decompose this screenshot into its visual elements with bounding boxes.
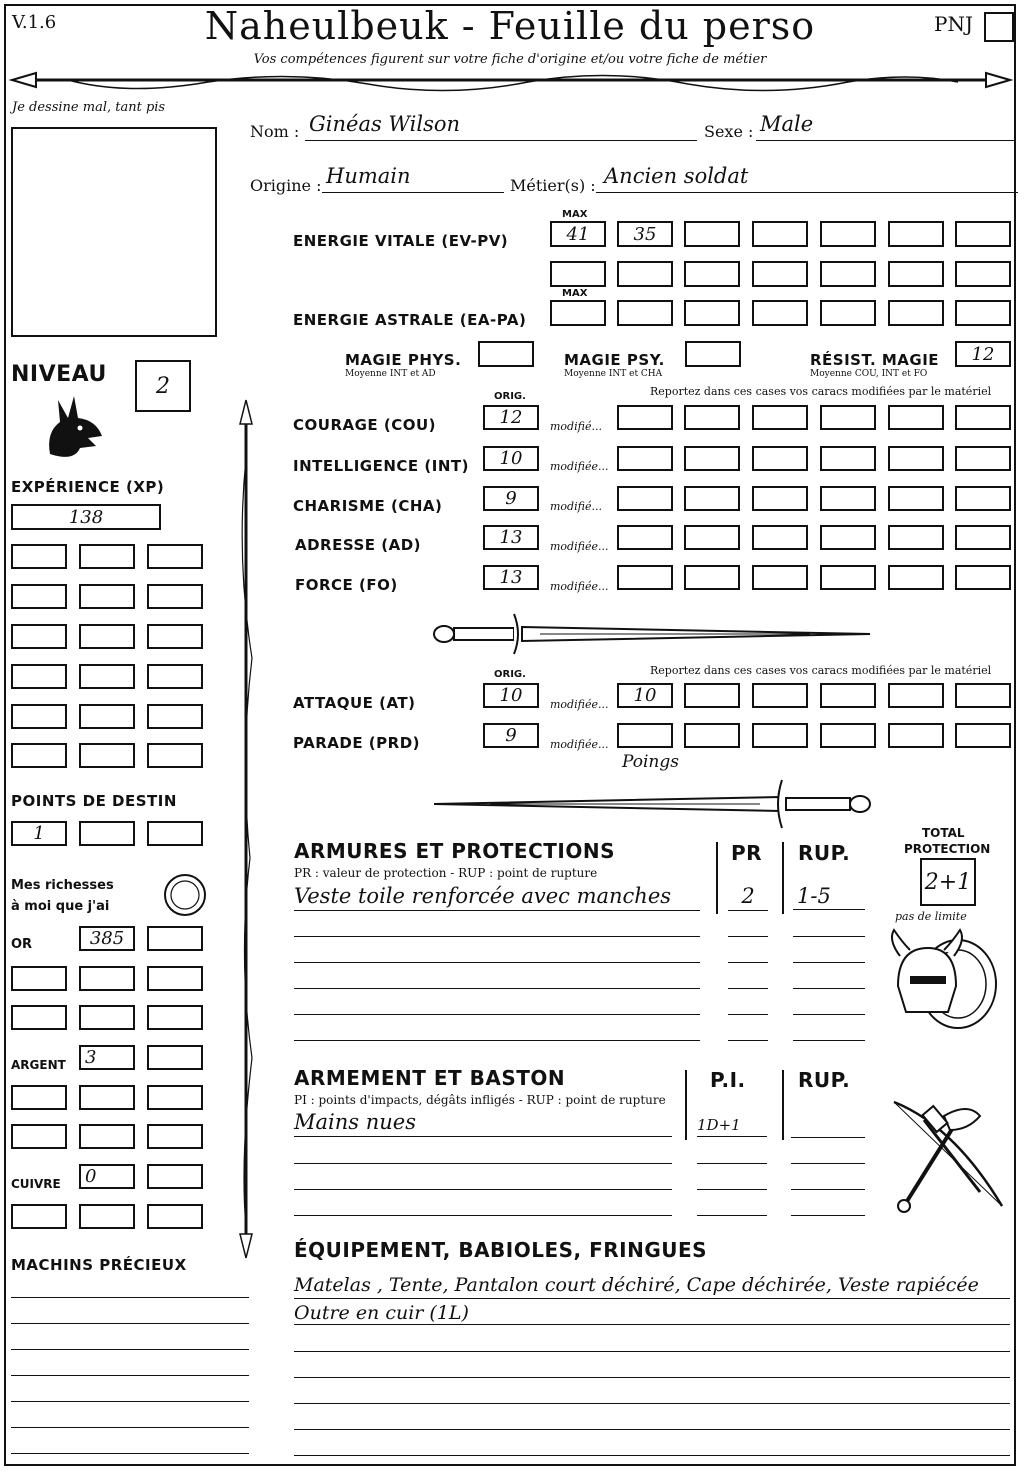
magie-phys-label: MAGIE PHYS. [345, 351, 462, 369]
xp-cell[interactable] [11, 704, 67, 729]
stat-ad-box[interactable]: 13 [483, 525, 539, 550]
stat-int-label: INTELLIGENCE (INT) [293, 457, 469, 475]
stat-cha-label: CHARISME (CHA) [293, 497, 443, 515]
magie-psy-box[interactable] [685, 341, 741, 367]
cuivre-box[interactable]: 0 [79, 1164, 135, 1189]
weapon-row-rup[interactable] [791, 1137, 865, 1138]
destin-box[interactable] [79, 821, 135, 846]
combat-orig-label: ORIG. [494, 669, 526, 680]
armor-line[interactable] [793, 1040, 865, 1041]
attaque-mod-box[interactable] [955, 683, 1011, 708]
sexe-field[interactable]: Male [756, 112, 1014, 141]
ea-box[interactable] [550, 300, 606, 326]
or-label: OR [11, 937, 33, 952]
ev-box[interactable] [550, 261, 606, 287]
cuivre-box[interactable] [11, 1204, 67, 1229]
armor-row-rup[interactable]: 1-5 [793, 884, 865, 910]
ev-row2-boxes [550, 261, 1014, 287]
armor-line[interactable] [728, 1040, 768, 1041]
weapons-rup-header: RUP. [798, 1068, 851, 1092]
ev-row1-boxes [684, 221, 1014, 247]
argent-box[interactable] [11, 1124, 67, 1149]
ev-box[interactable] [955, 261, 1011, 287]
ea-box[interactable] [955, 300, 1011, 326]
xp-cell[interactable] [11, 743, 67, 768]
equipment-line[interactable] [294, 1351, 1010, 1352]
ev-box[interactable] [888, 261, 944, 287]
armor-line[interactable] [728, 936, 768, 937]
parade-mod-box[interactable] [684, 723, 740, 748]
stat-ad-label: ADRESSE (AD) [295, 536, 422, 554]
xp-cell[interactable] [79, 704, 135, 729]
stat-mod-cell[interactable] [955, 405, 1011, 430]
precious-line[interactable] [11, 1427, 249, 1428]
argent-box[interactable] [147, 1085, 203, 1110]
weapon-line[interactable] [294, 1189, 672, 1190]
attaque-mod-box[interactable] [684, 683, 740, 708]
ev-max-box[interactable]: 41 [550, 221, 606, 247]
richesses-label-1: Mes richesses [11, 878, 114, 893]
nom-field[interactable]: Ginéas Wilson [305, 112, 697, 141]
stat-mod-cell[interactable] [684, 565, 740, 590]
xp-cell[interactable] [11, 624, 67, 649]
ev-box[interactable] [820, 261, 876, 287]
total-protection-label-1: TOTAL [922, 826, 965, 840]
stat-mod-cell[interactable] [820, 565, 876, 590]
ev-box[interactable] [617, 261, 673, 287]
parade-mod-box[interactable] [752, 723, 808, 748]
pnj-checkbox[interactable] [984, 12, 1014, 42]
origine-field[interactable]: Humain [322, 164, 504, 193]
ea-boxes [550, 300, 1014, 326]
weapon-line[interactable] [294, 1215, 672, 1216]
portrait-box[interactable] [11, 127, 217, 337]
or-box[interactable] [79, 966, 135, 991]
machins-precieux-label: MACHINS PRÉCIEUX [11, 1256, 187, 1274]
weapon-line[interactable] [294, 1163, 672, 1164]
dragon-head-icon [40, 392, 106, 464]
destin-box[interactable] [147, 821, 203, 846]
stat-mod-cell[interactable] [684, 486, 740, 511]
armor-line[interactable] [294, 936, 700, 937]
stat-mod-cell[interactable] [752, 405, 808, 430]
crossed-weapons-icon [884, 1096, 1010, 1220]
ev-box[interactable] [888, 221, 944, 247]
xp-cell[interactable] [79, 664, 135, 689]
armor-line[interactable] [793, 988, 865, 989]
xp-grid [11, 544, 203, 770]
precious-line[interactable] [11, 1453, 249, 1454]
precious-line[interactable] [11, 1401, 249, 1402]
or-box[interactable] [147, 926, 203, 951]
ea-box[interactable] [888, 300, 944, 326]
xp-cell[interactable] [147, 624, 203, 649]
ea-box[interactable] [684, 300, 740, 326]
argent-box[interactable] [147, 1045, 203, 1070]
ev-max-label: MAX [562, 209, 588, 220]
equipment-line[interactable] [294, 1377, 1010, 1378]
or-box[interactable] [147, 1005, 203, 1030]
resist-magie-box[interactable]: 12 [955, 341, 1011, 367]
pnj-label: PNJ [934, 12, 973, 36]
no-limit-note: pas de limite [895, 910, 967, 923]
armor-line[interactable] [793, 962, 865, 963]
weapons-note: PI : points d'impacts, dégâts infligés - RUP : point de rupture [294, 1093, 666, 1107]
stat-mod-cell[interactable] [820, 446, 876, 471]
coin-icon [162, 872, 208, 918]
ea-max-label: MAX [562, 288, 588, 299]
magie-phys-note: Moyenne INT et AD [345, 369, 436, 379]
richesses-label-2: à moi que j'ai [11, 899, 110, 914]
parade-mod-box[interactable] [820, 723, 876, 748]
argent-box[interactable] [11, 1085, 67, 1110]
niveau-label: NIVEAU [11, 362, 107, 387]
sheet-title: Naheulbeuk - Feuille du perso [204, 4, 816, 48]
nom-label: Nom : [250, 122, 300, 141]
weapon-line[interactable] [791, 1215, 865, 1216]
attaque-mod-box[interactable] [820, 683, 876, 708]
sexe-label: Sexe : [704, 122, 754, 141]
ev-current-box[interactable]: 35 [617, 221, 673, 247]
stats-report-note: Reportez dans ces cases vos caracs modifiées par le matériel [650, 385, 992, 398]
ea-box[interactable] [752, 300, 808, 326]
magie-psy-label: MAGIE PSY. [564, 351, 665, 369]
xp-cell[interactable] [79, 584, 135, 609]
cuivre-box[interactable] [147, 1164, 203, 1189]
combat-report-note: Reportez dans ces cases vos caracs modifiées par le matériel [650, 664, 992, 677]
poings-note: Poings [622, 752, 679, 772]
stat-cha-box[interactable]: 9 [483, 486, 539, 511]
stat-cha-mod: modifié... [550, 500, 602, 513]
stat-cou-box[interactable]: 12 [483, 405, 539, 430]
weapon-line[interactable] [697, 1189, 767, 1190]
xp-cell[interactable] [147, 664, 203, 689]
total-protection-label-2: PROTECTION [904, 842, 991, 856]
origine-label: Origine : [250, 176, 322, 195]
stat-ad-mod: modifiée... [550, 540, 609, 553]
weapon-line[interactable] [697, 1215, 767, 1216]
stat-mod-cell[interactable] [888, 486, 944, 511]
cuivre-label: CUIVRE [11, 1177, 61, 1191]
stat-mod-cell[interactable] [752, 486, 808, 511]
weapons-section-title: ARMEMENT ET BASTON [294, 1066, 566, 1090]
stat-mod-cell[interactable] [752, 525, 808, 550]
ev-box[interactable] [820, 221, 876, 247]
stat-fo-mod: modifiée... [550, 580, 609, 593]
armor-line[interactable] [294, 1040, 700, 1041]
stats-modified-grid [617, 405, 1014, 595]
destin-label: POINTS DE DESTIN [11, 792, 177, 810]
stat-fo-label: FORCE (FO) [295, 576, 398, 594]
armor-line[interactable] [294, 988, 700, 989]
ev-box[interactable] [752, 221, 808, 247]
xp-cell[interactable] [147, 704, 203, 729]
weapons-col-divider [782, 1070, 784, 1140]
stat-mod-cell[interactable] [820, 405, 876, 430]
armor-line[interactable] [728, 988, 768, 989]
armor-pr-header: PR [731, 841, 763, 865]
weapon-line[interactable] [791, 1163, 865, 1164]
xp-cell[interactable] [147, 584, 203, 609]
stat-mod-cell[interactable] [820, 525, 876, 550]
xp-cell[interactable] [147, 743, 203, 768]
cuivre-box[interactable] [147, 1204, 203, 1229]
or-box[interactable] [79, 1005, 135, 1030]
argent-label: ARGENT [11, 1058, 66, 1072]
or-box[interactable]: 385 [79, 926, 135, 951]
parade-mod-box[interactable] [888, 723, 944, 748]
sword-icon [430, 778, 876, 830]
vertical-spear-icon [232, 398, 260, 1260]
stat-mod-cell[interactable] [955, 446, 1011, 471]
parade-mod-box[interactable] [955, 723, 1011, 748]
armor-rup-header: RUP. [798, 841, 851, 865]
argent-box[interactable]: 3 [79, 1045, 135, 1070]
stat-mod-cell[interactable] [955, 486, 1011, 511]
stat-cou-mod: modifié... [550, 420, 602, 433]
argent-box[interactable] [79, 1124, 135, 1149]
parade-mod: modifiée... [550, 738, 609, 751]
attaque-box[interactable]: 10 [483, 683, 539, 708]
precious-line[interactable] [11, 1297, 249, 1298]
xp-cell[interactable] [79, 544, 135, 569]
armor-line[interactable] [728, 962, 768, 963]
attaque-mod: modifiée... [550, 698, 609, 711]
cuivre-box[interactable] [79, 1204, 135, 1229]
equipment-line-2[interactable]: Outre en cuir (1L) [294, 1302, 1010, 1325]
weapon-line[interactable] [697, 1163, 767, 1164]
armor-note: PR : valeur de protection - RUP : point de rupture [294, 866, 598, 880]
argent-box[interactable] [147, 1124, 203, 1149]
attaque-label: ATTAQUE (AT) [293, 694, 416, 712]
ea-label: ENERGIE ASTRALE (EA-PA) [293, 311, 527, 329]
stat-mod-cell[interactable] [888, 446, 944, 471]
sword-icon [430, 612, 876, 656]
equipment-line[interactable] [294, 1429, 1010, 1430]
stat-mod-cell[interactable] [955, 525, 1011, 550]
precious-line[interactable] [11, 1375, 249, 1376]
armor-line[interactable] [793, 1014, 865, 1015]
xp-cell[interactable] [79, 743, 135, 768]
stat-mod-cell[interactable] [888, 565, 944, 590]
stat-mod-cell[interactable] [955, 565, 1011, 590]
destin-box[interactable]: 1 [11, 821, 67, 846]
ea-box[interactable] [820, 300, 876, 326]
equipment-line[interactable] [294, 1403, 1010, 1404]
stat-mod-cell[interactable] [617, 446, 673, 471]
armor-row-pr[interactable]: 2 [728, 884, 768, 911]
ev-box[interactable] [752, 261, 808, 287]
weapon-line[interactable] [791, 1189, 865, 1190]
stat-mod-cell[interactable] [617, 486, 673, 511]
stat-int-box[interactable]: 10 [483, 446, 539, 471]
niveau-box[interactable]: 2 [135, 360, 191, 412]
stat-mod-cell[interactable] [617, 565, 673, 590]
precious-line[interactable] [11, 1349, 249, 1350]
xp-cell[interactable] [79, 624, 135, 649]
armor-col-divider [716, 842, 718, 914]
resist-magie-label: RÉSIST. MAGIE [810, 351, 940, 369]
stat-mod-cell[interactable] [820, 486, 876, 511]
weapon-row-pi[interactable]: 1D+1 [697, 1116, 767, 1137]
metier-label: Métier(s) : [510, 176, 596, 195]
or-box[interactable] [11, 966, 67, 991]
ea-box[interactable] [617, 300, 673, 326]
weapons-col-divider [685, 1070, 687, 1140]
stat-mod-cell[interactable] [752, 565, 808, 590]
ev-box[interactable] [955, 221, 1011, 247]
xp-cell[interactable] [147, 544, 203, 569]
portrait-caption: Je dessine mal, tant pis [12, 100, 166, 115]
xp-box[interactable]: 138 [11, 504, 161, 530]
spear-divider-icon [8, 68, 1014, 100]
weapon-row-name[interactable]: Mains nues [294, 1110, 672, 1137]
weapons-pi-header: P.I. [710, 1068, 746, 1092]
armor-line[interactable] [294, 1014, 700, 1015]
armor-section-title: ARMURES ET PROTECTIONS [294, 839, 615, 863]
argent-box[interactable] [79, 1085, 135, 1110]
total-protection-box[interactable]: 2+1 [920, 858, 976, 906]
resist-magie-note: Moyenne COU, INT et FO [810, 369, 928, 379]
armor-row-name[interactable]: Veste toile renforcée avec manches [294, 884, 700, 911]
xp-cell[interactable] [11, 664, 67, 689]
equipment-line[interactable] [294, 1455, 1010, 1456]
parade-box[interactable]: 9 [483, 723, 539, 748]
magie-psy-note: Moyenne INT et CHA [564, 369, 663, 379]
stat-mod-cell[interactable] [617, 405, 673, 430]
sheet-subtitle: Vos compétences figurent sur votre fiche d'origine et/ou votre fiche de métier [253, 52, 767, 67]
stats-orig-label: ORIG. [494, 391, 526, 402]
magie-phys-box[interactable] [478, 341, 534, 367]
stat-mod-cell[interactable] [684, 446, 740, 471]
stat-mod-cell[interactable] [684, 405, 740, 430]
attaque-mod-box[interactable] [888, 683, 944, 708]
stat-mod-cell[interactable] [752, 446, 808, 471]
equipment-section-title: ÉQUIPEMENT, BABIOLES, FRINGUES [294, 1238, 708, 1262]
metier-field[interactable]: Ancien soldat [596, 164, 1018, 193]
stat-mod-cell[interactable] [617, 525, 673, 550]
stat-cou-label: COURAGE (COU) [293, 416, 437, 434]
xp-cell[interactable] [11, 544, 67, 569]
stat-mod-cell[interactable] [888, 525, 944, 550]
or-box[interactable] [11, 1005, 67, 1030]
armor-col-divider [782, 842, 784, 914]
stat-mod-cell[interactable] [888, 405, 944, 430]
ev-box[interactable] [684, 261, 740, 287]
precious-line[interactable] [11, 1323, 249, 1324]
attaque-mod-box[interactable]: 10 [617, 683, 673, 708]
or-box[interactable] [147, 966, 203, 991]
stat-fo-box[interactable]: 13 [483, 565, 539, 590]
ev-box[interactable] [684, 221, 740, 247]
version-label: V.1.6 [12, 12, 57, 33]
stat-int-mod: modifiée... [550, 460, 609, 473]
armor-line[interactable] [793, 936, 865, 937]
equipment-line-1[interactable]: Matelas , Tente, Pantalon court déchiré, Cape déchirée, Veste rapiécée [294, 1274, 1010, 1299]
ev-label: ENERGIE VITALE (EV-PV) [293, 232, 509, 250]
parade-mod-box[interactable] [617, 723, 673, 748]
xp-label: EXPÉRIENCE (XP) [11, 478, 165, 496]
parade-label: PARADE (PRD) [293, 734, 421, 752]
stat-mod-cell[interactable] [684, 525, 740, 550]
helmet-shield-icon [888, 926, 1000, 1034]
attaque-mod-box[interactable] [752, 683, 808, 708]
armor-line[interactable] [294, 962, 700, 963]
xp-cell[interactable] [11, 584, 67, 609]
armor-line[interactable] [728, 1014, 768, 1015]
